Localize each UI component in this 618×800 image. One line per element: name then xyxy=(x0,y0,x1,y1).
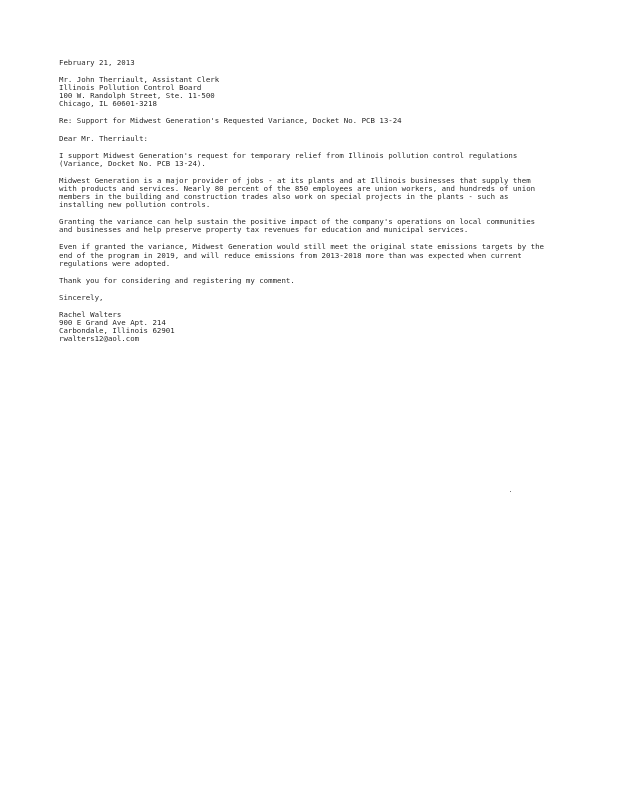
signature-city: Carbondale, Illinois 62901 xyxy=(59,326,175,336)
paragraph-line: regulations were adopted. xyxy=(59,258,171,268)
paragraph xyxy=(59,177,559,209)
paragraph xyxy=(59,277,559,285)
paragraph-line: Thank you for considering and registering my comment. xyxy=(59,275,295,285)
letter-date xyxy=(59,59,559,67)
paragraph-line: Midwest Generation is a major provider of jobs - at its plants and at Illinois businesses that supply them xyxy=(59,175,531,185)
paragraph-line: Granting the variance can help sustain the positive impact of the company's operations on local communities xyxy=(59,217,536,227)
addressee-line: Chicago, IL 60601-3218 xyxy=(59,99,157,109)
scan-speck xyxy=(510,491,511,492)
paragraph-line: and businesses and help preserve property tax revenues for education and municipal services. xyxy=(59,225,469,235)
signature-name: Rachel Walters xyxy=(59,309,122,319)
subject-line xyxy=(59,117,559,125)
signature-block xyxy=(59,311,559,343)
paragraph-line: I support Midwest Generation's request for temporary relief from Illinois pollution control regulations xyxy=(59,150,518,160)
addressee-line: Mr. John Therriault, Assistant Clerk xyxy=(59,75,220,85)
paragraph xyxy=(59,218,559,234)
paragraph-line: members in the building and construction trades also work on special projects in the plants - such as xyxy=(59,192,509,202)
letter-body xyxy=(59,59,559,343)
signature-email: rwalters12@aol.com xyxy=(59,334,140,344)
closing xyxy=(59,294,559,302)
salutation xyxy=(59,135,559,143)
salutation-text: Dear Mr. Therriault: xyxy=(59,133,148,143)
paragraph xyxy=(59,243,559,267)
paragraph-line: end of the program in 2019, and will reduce emissions from 2013-2018 more than was expected when current xyxy=(59,250,522,260)
paragraph-line: with products and services. Nearly 80 percent of the 850 employees are union workers, and hundreds of union xyxy=(59,183,536,193)
addressee-block xyxy=(59,76,559,108)
paragraph-line: (Variance, Docket No. PCB 13-24). xyxy=(59,158,206,168)
paragraph xyxy=(59,152,559,168)
subject-text: Re: Support for Midwest Generation's Requested Variance, Docket No. PCB 13-24 xyxy=(59,116,402,126)
signature-address: 900 E Grand Ave Apt. 214 xyxy=(59,317,166,327)
paragraph-line: installing new pollution controls. xyxy=(59,200,211,210)
date-line: February 21, 2013 xyxy=(59,58,135,67)
paragraph-line: Even if granted the variance, Midwest Generation would still meet the original state emissions targets by the xyxy=(59,242,544,252)
addressee-line: Illinois Pollution Control Board xyxy=(59,83,202,93)
addressee-line: 100 W. Randolph Street, Ste. 11-500 xyxy=(59,91,215,101)
closing-text: Sincerely, xyxy=(59,292,104,302)
